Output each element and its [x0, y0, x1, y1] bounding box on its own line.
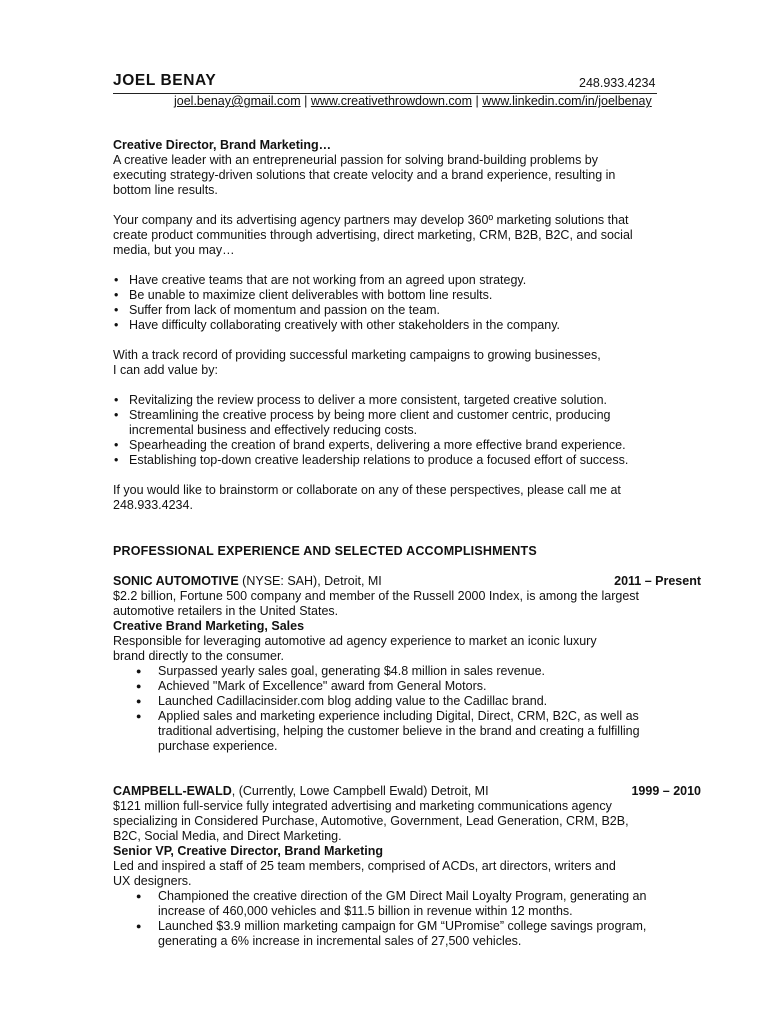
- summary-line: executing strategy-driven solutions that create velocity and a brand experience, resulting in: [113, 168, 616, 182]
- job-dates: 1999 – 2010: [631, 784, 701, 798]
- list-item: ● Launched $3.9 million marketing campaign for GM “UPromise” college savings program, generating a 6% increase in incremental sales of 27,500 vehicles.: [135, 919, 703, 949]
- company-row: [113, 574, 701, 589]
- company-description: automotive retailers in the United States.: [113, 604, 339, 618]
- role-description: brand directly to the consumer.: [113, 649, 284, 663]
- company-detail: , (Currently, Lowe Campbell Ewald) Detroit, MI: [231, 784, 489, 798]
- job-role: Senior VP, Creative Director, Brand Marketing: [113, 844, 384, 858]
- pitch-line: create product communities through advertising, direct marketing, CRM, B2B, B2C, and social: [113, 228, 633, 242]
- list-item: • Spearheading the creation of brand experts, delivering a more effective brand experience.: [113, 438, 703, 453]
- list-item: • Have difficulty collaborating creatively with other stakeholders in the company.: [113, 318, 703, 333]
- candidate-name: JOEL BENAY: [113, 72, 217, 89]
- list-item: • Have creative teams that are not working from an agreed upon strategy.: [113, 273, 703, 288]
- linkedin-link[interactable]: www.linkedin.com/in/joelbenay: [482, 94, 652, 108]
- pitch-line: Your company and its advertising agency partners may develop 360º marketing solutions that: [113, 213, 629, 227]
- email-link[interactable]: joel.benay@gmail.com: [174, 94, 301, 108]
- achievements-list: [135, 664, 703, 754]
- value-list: [113, 393, 703, 468]
- job-entry: [113, 784, 703, 949]
- separator: |: [300, 94, 311, 108]
- company-name: CAMPBELL-EWALD: [113, 784, 232, 798]
- resume-body: [113, 138, 703, 949]
- summary-line: bottom line results.: [113, 183, 218, 197]
- company-description: specializing in Considered Purchase, Automotive, Government, Lead Generation, CRM, B2B,: [113, 814, 629, 828]
- achievements-list: [135, 889, 703, 949]
- list-item: ● Achieved "Mark of Excellence" award from General Motors.: [135, 679, 703, 694]
- experience-section-title: PROFESSIONAL EXPERIENCE AND SELECTED ACCOMPLISHMENTS: [113, 544, 537, 558]
- list-item: ● Applied sales and marketing experience including Digital, Direct, CRM, B2C, as well as traditional advertising, helping the customer believe in the brand and creating a fulfilling purchase experience.: [135, 709, 703, 754]
- list-item: • Establishing top-down creative leadership relations to produce a focused effort of success.: [113, 453, 703, 468]
- company-description: $2.2 billion, Fortune 500 company and member of the Russell 2000 Index, is among the largest: [113, 589, 640, 603]
- list-item: • Suffer from lack of momentum and passion on the team.: [113, 303, 703, 318]
- separator: |: [472, 94, 483, 108]
- company-description: $121 million full-service fully integrated advertising and marketing communications agency: [113, 799, 612, 813]
- company-detail: (NYSE: SAH), Detroit, MI: [238, 574, 382, 588]
- contact-line: 248.933.4234.: [113, 498, 193, 512]
- job-role: Creative Brand Marketing, Sales: [113, 619, 305, 633]
- pain-points-list: [113, 273, 703, 333]
- value-intro-line: I can add value by:: [113, 363, 218, 377]
- job-dates: 2011 – Present: [614, 574, 701, 588]
- summary-line: A creative leader with an entrepreneurial passion for solving brand-building problems by: [113, 153, 598, 167]
- list-item: • Be unable to maximize client deliverables with bottom line results.: [113, 288, 703, 303]
- phone-number: 248.933.4234: [579, 76, 656, 90]
- list-item: ● Championed the creative direction of the GM Direct Mail Loyalty Program, generating an increase of 460,000 vehicles and $11.5 billion in revenue within 12 months.: [135, 889, 703, 919]
- contact-line: If you would like to brainstorm or collaborate on any of these perspectives, please call me at: [113, 483, 621, 497]
- list-item: ● Launched Cadillacinsider.com blog adding value to the Cadillac brand.: [135, 694, 703, 709]
- job-entry: [113, 574, 703, 754]
- role-description: UX designers.: [113, 874, 192, 888]
- website-link[interactable]: www.creativethrowdown.com: [310, 94, 473, 108]
- role-description: Responsible for leveraging automotive ad agency experience to market an iconic luxury: [113, 634, 597, 648]
- pitch-line: media, but you may…: [113, 243, 235, 257]
- list-item: ● Surpassed yearly sales goal, generating $4.8 million in sales revenue.: [135, 664, 703, 679]
- list-item: • Revitalizing the review process to deliver a more consistent, targeted creative solution.: [113, 393, 703, 408]
- company-description: B2C, Social Media, and Direct Marketing.: [113, 829, 342, 843]
- company-name: SONIC AUTOMOTIVE: [113, 574, 239, 588]
- list-item: • Streamlining the creative process by being more client and customer centric, producing incremental business and effectively reducing costs.: [113, 408, 703, 438]
- summary-section: [113, 138, 703, 513]
- company-row: [113, 784, 701, 799]
- value-intro-line: With a track record of providing successful marketing campaigns to growing businesses,: [113, 348, 601, 362]
- summary-title: Creative Director, Brand Marketing…: [113, 138, 332, 152]
- contact-links: [174, 94, 652, 109]
- role-description: Led and inspired a staff of 25 team members, comprised of ACDs, art directors, writers and: [113, 859, 616, 873]
